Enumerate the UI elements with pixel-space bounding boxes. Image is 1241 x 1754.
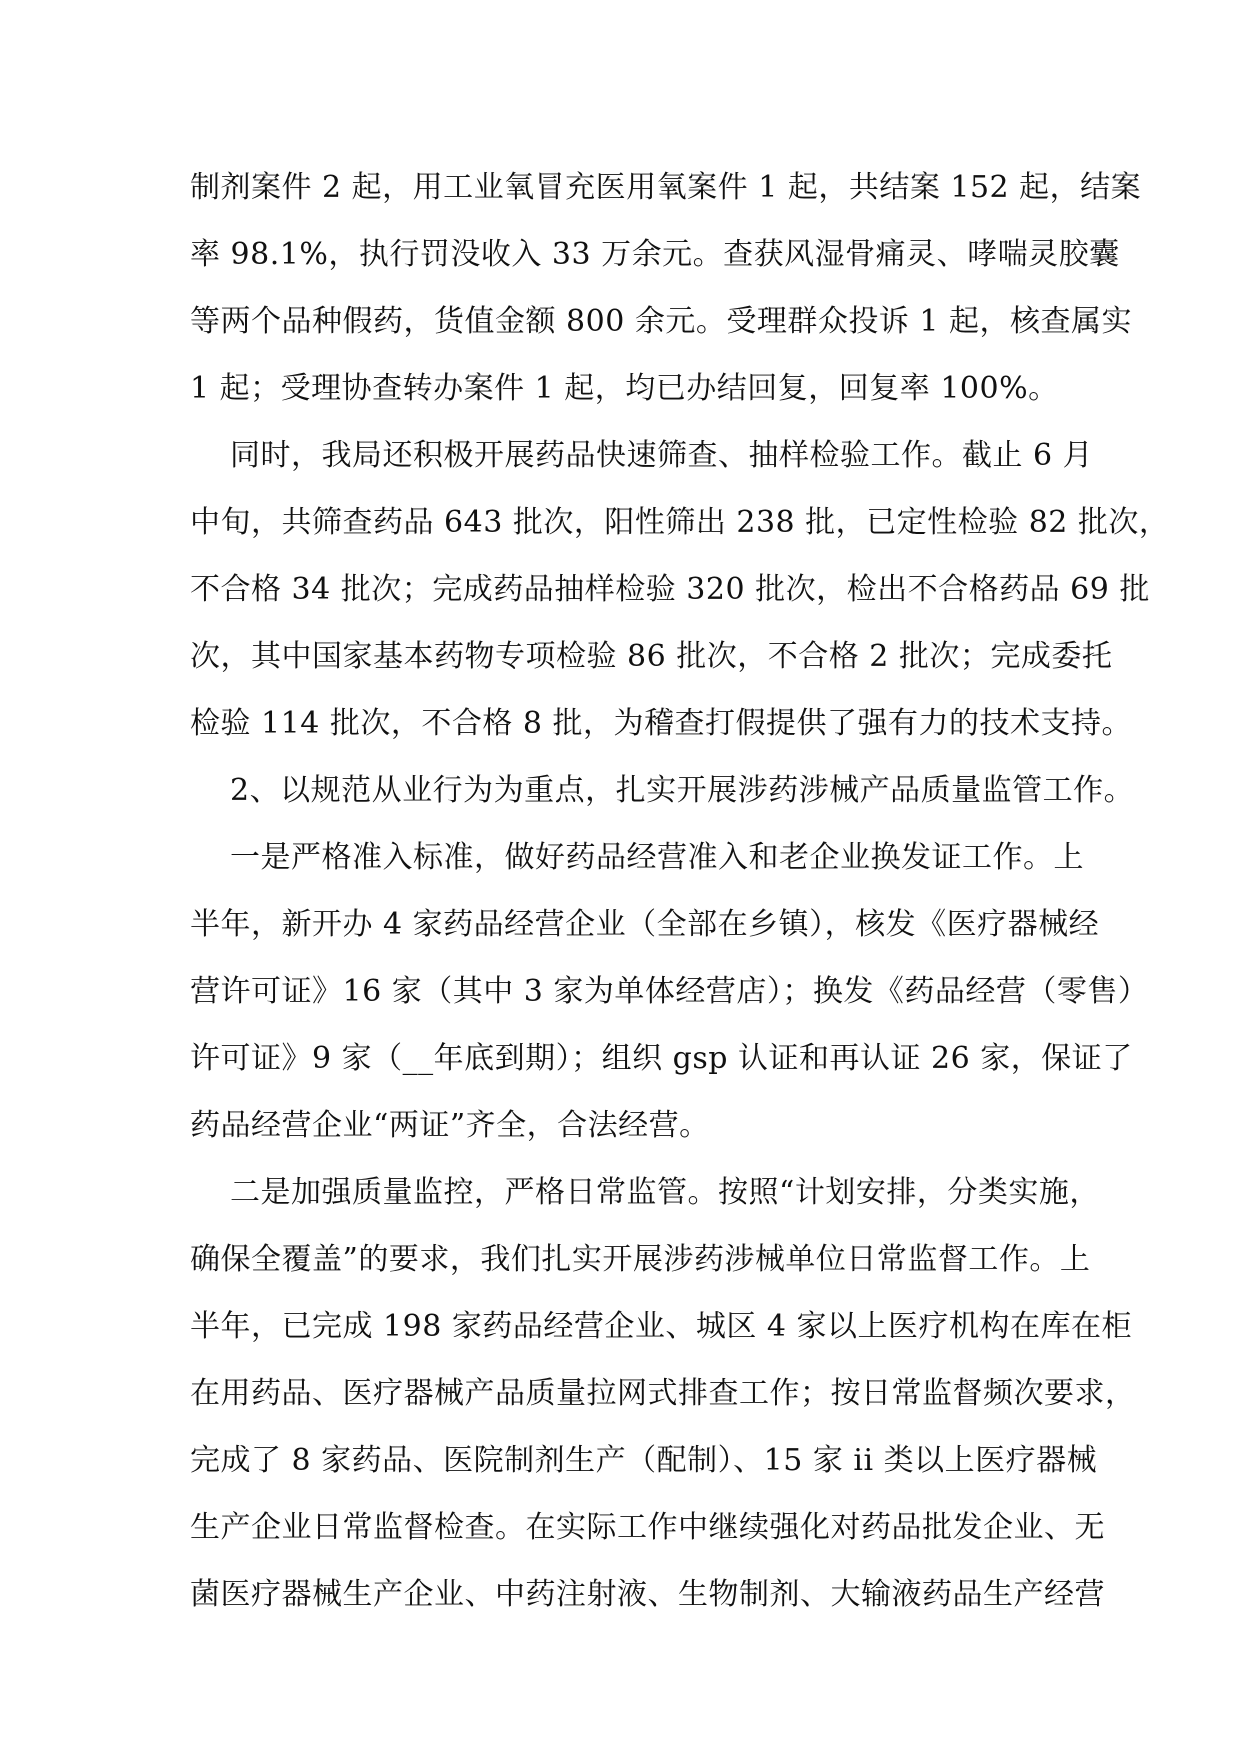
text-line: 生产企业日常监督检查。在实际工作中继续强化对药品批发企业、无 (190, 1510, 1105, 1545)
paragraph-start-line: 一是严格准入标准，做好药品经营准入和老企业换发证工作。上 (230, 840, 1084, 875)
text-line: 不合格 34 批次；完成药品抽样检验 320 批次，检出不合格药品 69 批 (190, 572, 1150, 607)
document-body (190, 154, 1170, 1628)
text-line: 率 98.1%，执行罚没收入 33 万余元。查获风湿骨痛灵、哮喘灵胶囊 (190, 237, 1120, 272)
text-line: 次，其中国家基本药物专项检验 86 批次，不合格 2 批次；完成委托 (190, 639, 1113, 674)
paragraph-start-line: 同时，我局还积极开展药品快速筛查、抽样检验工作。截止 6 月 (230, 438, 1094, 473)
text-line: 1 起；受理协查转办案件 1 起，均已办结回复，回复率 100%。 (190, 371, 1059, 406)
text-line: 半年，已完成 198 家药品经营企业、城区 4 家以上医疗机构在库在柜 (190, 1309, 1132, 1344)
text-line: 中旬，共筛查药品 643 批次，阳性筛出 238 批，已定性检验 82 批次， (190, 505, 1170, 540)
paragraph-start-line: 二是加强质量监控，严格日常监管。按照“计划安排，分类实施， (230, 1175, 1100, 1210)
text-line: 药品经营企业“两证”齐全，合法经营。 (190, 1108, 710, 1143)
section-heading-line: 2、以规范从业行为为重点，扎实开展涉药涉械产品质量监管工作。 (230, 773, 1135, 808)
text-line: 制剂案件 2 起，用工业氧冒充医用氧案件 1 起，共结案 152 起，结案 (190, 170, 1142, 205)
text-line: 菌医疗器械生产企业、中药注射液、生物制剂、大输液药品生产经营 (190, 1577, 1105, 1612)
text-line: 营许可证》16 家（其中 3 家为单体经营店）；换发《药品经营（零售） (190, 974, 1149, 1009)
text-line: 半年，新开办 4 家药品经营企业（全部在乡镇），核发《医疗器械经 (190, 907, 1100, 942)
text-line: 等两个品种假药，货值金额 800 余元。受理群众投诉 1 起，核查属实 (190, 304, 1132, 339)
text-line: 确保全覆盖”的要求，我们扎实开展涉药涉械单位日常监督工作。上 (190, 1242, 1091, 1277)
text-line: 在用药品、医疗器械产品质量拉网式排查工作；按日常监督频次要求， (190, 1376, 1136, 1411)
text-line: 完成了 8 家药品、医院制剂生产（配制）、15 家 ii 类以上医疗器械 (190, 1443, 1098, 1478)
text-line: 检验 114 批次，不合格 8 批，为稽查打假提供了强有力的技术支持。 (190, 706, 1132, 741)
text-line: 许可证》9 家（__年底到期）；组织 gsp 认证和再认证 26 家，保证了 (190, 1041, 1133, 1076)
